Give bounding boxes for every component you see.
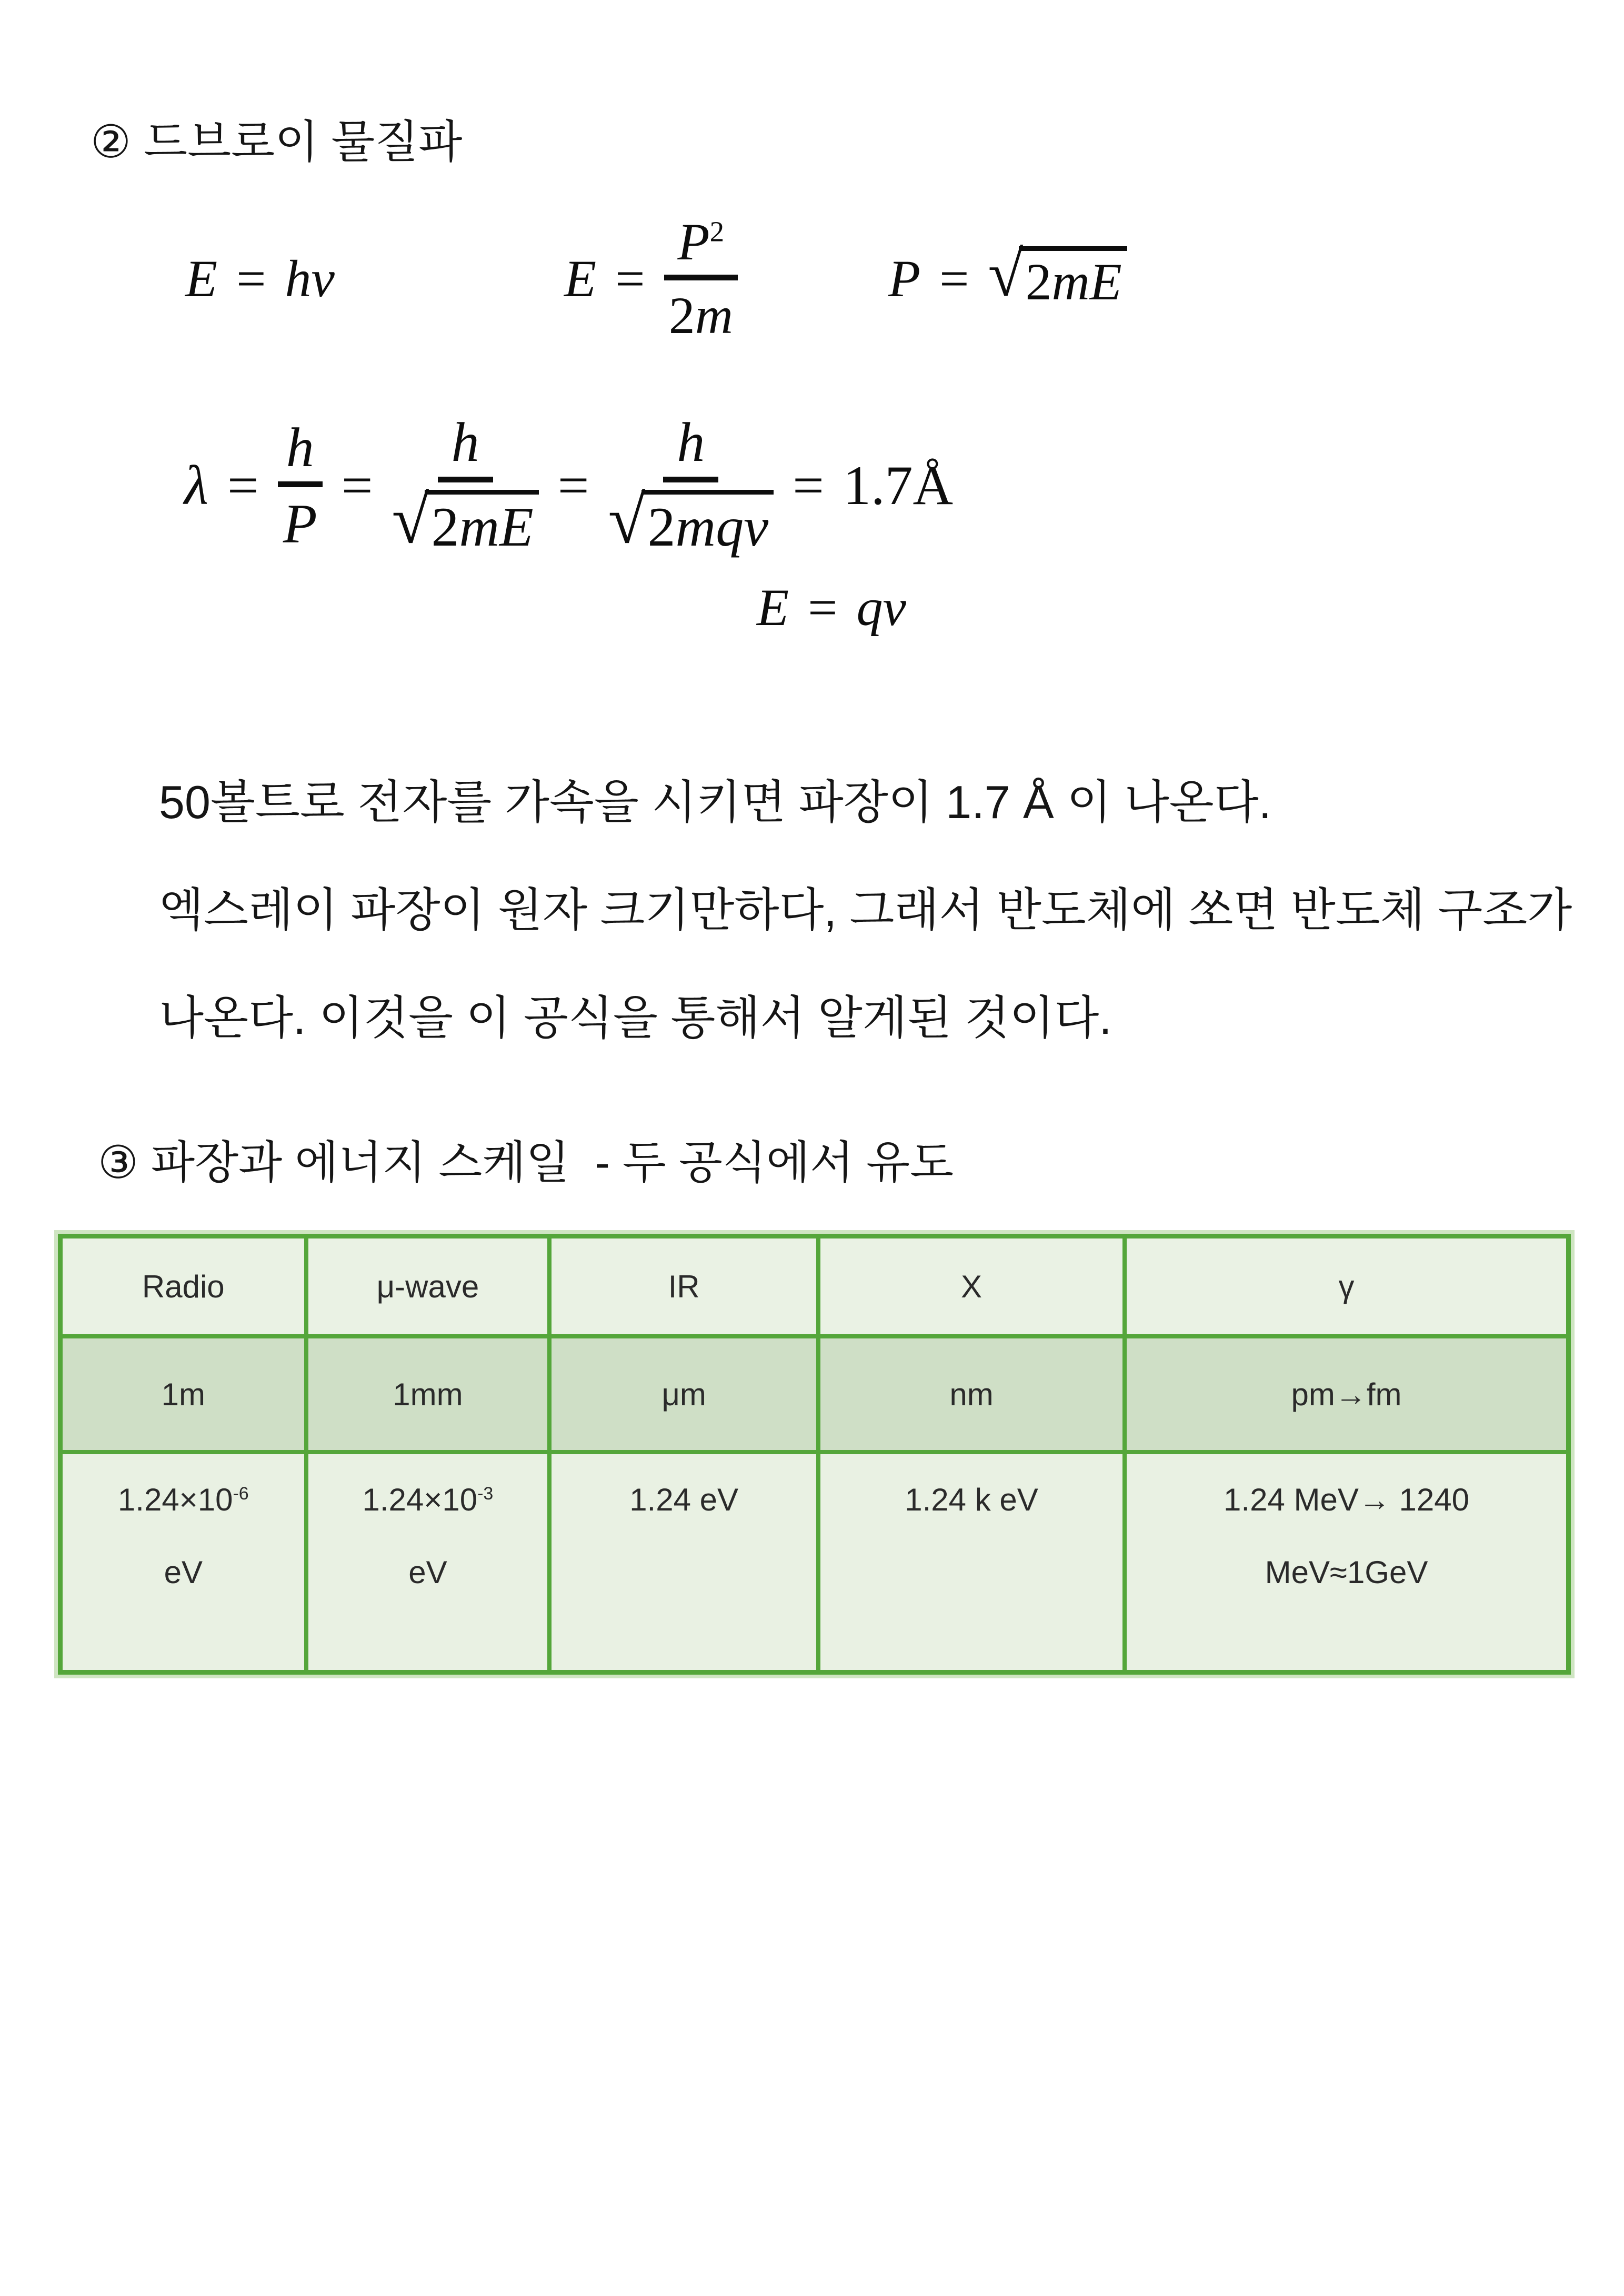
kinetic-equals: = [615, 249, 645, 308]
energy-cell-microwave [308, 1454, 548, 1670]
debroglie-fraction-hp [278, 418, 323, 553]
kinetic-lhs: E [564, 249, 597, 308]
notes-paragraph [159, 748, 1572, 1072]
debroglie-f2-radicand [425, 490, 538, 556]
kinetic-fraction [664, 214, 738, 343]
table-header-gamma [1127, 1238, 1566, 1334]
kinetic-numerator [664, 214, 738, 280]
debroglie-lambda: λ [184, 455, 208, 516]
planck-equals: = [236, 249, 266, 308]
energy-value: 1.24 k eV [905, 1482, 1038, 1517]
energy-exponent: -3 [477, 1484, 494, 1504]
planck-lhs: E [185, 249, 218, 308]
energy-cell-xray [820, 1454, 1122, 1670]
wavelength-value: 1mm [393, 1376, 463, 1412]
energy-cell-gamma [1127, 1454, 1566, 1670]
kinetic-num-base: P [677, 212, 710, 271]
debroglie-f1-num: h [278, 418, 323, 487]
energy-line-2: eV [408, 1555, 447, 1590]
debroglie-f3-den [608, 482, 774, 558]
debroglie-equals-1: = [227, 455, 259, 516]
energy-line-1 [905, 1457, 1038, 1536]
table-header-microwave [308, 1238, 548, 1334]
debroglie-equals-2: = [341, 455, 373, 516]
header-label: X [961, 1268, 983, 1304]
energy-line-1 [363, 1457, 494, 1536]
table-header-xray [820, 1238, 1122, 1334]
debroglie-f3-coef: 2 [647, 496, 676, 558]
energy-line-2: MeV≈1GeV [1265, 1555, 1428, 1590]
kinetic-den-var: m [695, 286, 733, 345]
momentum-radical [988, 238, 1127, 311]
debroglie-equals-4: = [793, 455, 824, 516]
header-label: μ-wave [376, 1268, 479, 1304]
planck-rhs: hν [285, 249, 335, 308]
energy-value: 1.24×10 [362, 1482, 478, 1517]
header-label: Radio [142, 1268, 225, 1304]
wavelength-cell-radio [63, 1338, 304, 1450]
debroglie-f3-radicand [641, 490, 774, 556]
wavelength-cell-xray [820, 1338, 1122, 1450]
debroglie-fraction-2mqv [608, 413, 774, 558]
wavelength-value: μm [661, 1376, 706, 1412]
paragraph-line-1: 50볼트로 전자를 가속을 시키면 파장이 1.7 Å 이 나온다. [159, 776, 1272, 828]
wavelength-energy-table [58, 1234, 1571, 1675]
debroglie-f3-num: h [663, 413, 718, 482]
kinetic-num-exponent: 2 [709, 215, 725, 248]
energy-line-1 [1224, 1457, 1469, 1536]
energy-cell-ir [552, 1454, 816, 1670]
debroglie-f2-coef: 2 [431, 496, 459, 558]
section-heading-wavelength-energy-scale: ③ 파장과 에너지 스케일 - 두 공식에서 유도 [98, 1137, 954, 1188]
energy-cell-radio [63, 1454, 304, 1670]
equation-debroglie-wavelength [184, 390, 953, 581]
equation-momentum [888, 209, 1127, 347]
header-label: IR [668, 1268, 700, 1304]
wavelength-cell-ir [552, 1338, 816, 1450]
energy-value: 1.24 MeV→ 1240 [1224, 1482, 1469, 1517]
energy-charge-lhs: E [757, 578, 789, 637]
kinetic-den-coef: 2 [668, 286, 695, 345]
energy-exponent: -6 [233, 1484, 249, 1504]
section-heading-debroglie: ② 드브로이 물질파 [91, 117, 463, 167]
energy-value: 1.24×10 [117, 1482, 233, 1517]
energy-charge-equals: = [808, 578, 838, 637]
debroglie-f2-den [392, 482, 538, 558]
header-label: γ [1338, 1268, 1355, 1304]
wavelength-cell-microwave [308, 1338, 548, 1450]
debroglie-f1-den: P [283, 492, 317, 555]
momentum-rad-vars: mE [1051, 253, 1122, 311]
debroglie-result-unit: Å [913, 455, 953, 516]
debroglie-f3-vars: mqv [675, 496, 769, 558]
debroglie-f2-vars: mE [459, 496, 534, 558]
momentum-radicand [1019, 246, 1127, 309]
energy-charge-rhs: qv [856, 578, 906, 637]
energy-line-1 [118, 1457, 249, 1536]
debroglie-f2-radical [392, 482, 538, 558]
momentum-root-sign: √ [988, 238, 1024, 310]
debroglie-f3-radical [608, 482, 774, 558]
wavelength-value: nm [949, 1376, 994, 1412]
momentum-equals: = [939, 249, 969, 308]
debroglie-f2-num: h [438, 413, 493, 482]
wavelength-value: 1m [161, 1376, 205, 1412]
wavelength-cell-gamma [1127, 1338, 1566, 1450]
table-header-ir [552, 1238, 816, 1334]
equation-planck [185, 209, 335, 347]
debroglie-result-value: 1.7 [843, 455, 913, 516]
table-header-radio [63, 1238, 304, 1334]
paragraph-line-3: 나온다. 이것을 이 공식을 통해서 알게된 것이다. [159, 992, 1112, 1044]
debroglie-fraction-2me [392, 413, 538, 558]
debroglie-f3-root-sign: √ [608, 482, 646, 558]
wavelength-value: pm→fm [1291, 1376, 1402, 1412]
energy-line-2: eV [164, 1555, 203, 1590]
energy-value: 1.24 eV [629, 1482, 739, 1517]
equation-energy-charge [757, 559, 906, 656]
debroglie-equals-3: = [557, 455, 589, 516]
energy-line-1 [629, 1457, 738, 1536]
paragraph-line-2: 엑스레이 파장이 원자 크기만하다, 그래서 반도체에 쏘면 반도체 구조가 [159, 884, 1572, 936]
equation-kinetic-energy [564, 209, 738, 347]
debroglie-f2-root-sign: √ [392, 482, 429, 558]
momentum-lhs: P [888, 249, 921, 308]
kinetic-denominator [669, 280, 733, 343]
momentum-rad-coef: 2 [1025, 253, 1052, 311]
